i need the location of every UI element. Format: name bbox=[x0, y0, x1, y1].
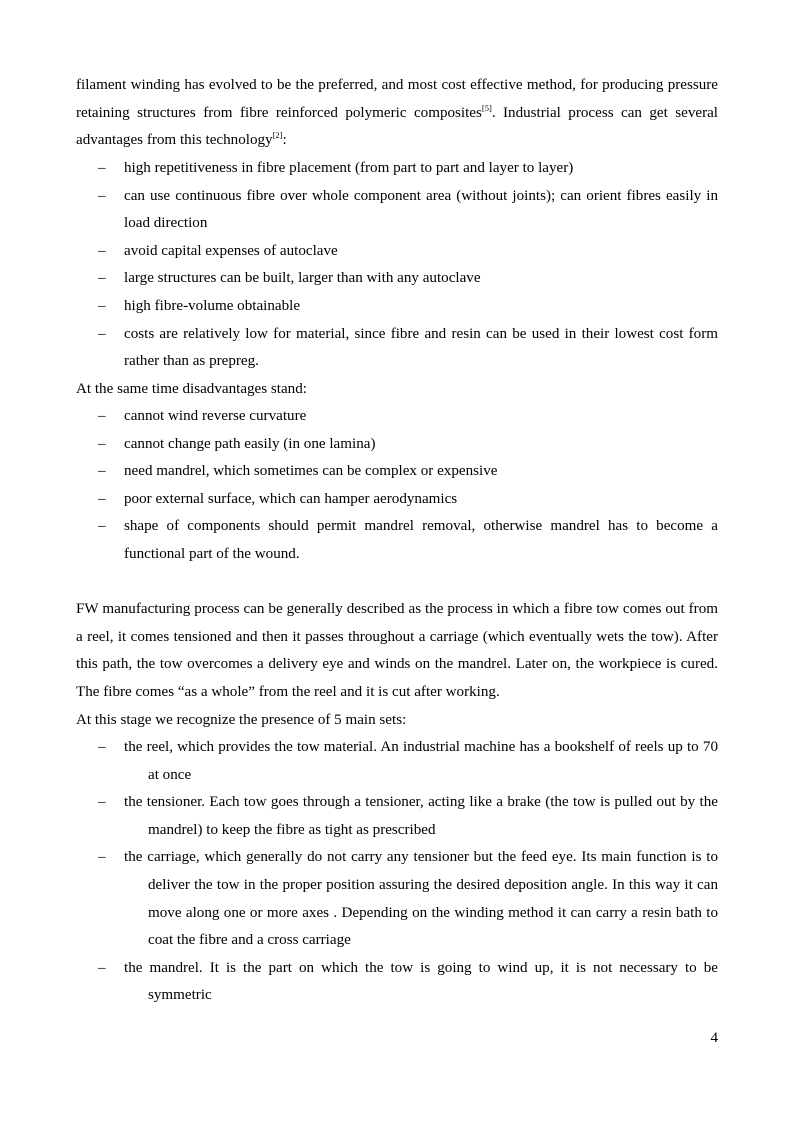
list-item: – avoid capital expenses of autoclave bbox=[76, 238, 718, 266]
dash-bullet: – bbox=[98, 849, 106, 866]
dash-bullet: – bbox=[98, 435, 106, 452]
list-item: – high repetitiveness in fibre placement (from part to part and layer to layer) bbox=[76, 155, 718, 183]
list-item: – poor external surface, which can hamper aerodynamics bbox=[76, 486, 718, 514]
list-item: – costs are relatively low for material, since fibre and resin can be used in their lowest cost form rather than as prepreg. bbox=[76, 321, 718, 376]
list-item: – need mandrel, which sometimes can be complex or expensive bbox=[76, 458, 718, 486]
list-item: – can use continuous fibre over whole component area (without joints); can orient fibres easily in load direction bbox=[76, 183, 718, 238]
dash-bullet: – bbox=[98, 325, 106, 342]
list-item: – shape of components should permit mandrel removal, otherwise mandrel has to become a functional part of the wound. bbox=[76, 513, 718, 568]
dash-bullet: – bbox=[98, 270, 106, 287]
citation-5: [5] bbox=[481, 102, 492, 113]
intro-paragraph bbox=[76, 72, 718, 155]
intro-text-1: filament winding has evolved to be the preferred, and most cost effective method, for producing pressure retaining structures from fibre reinforced polymeric composites bbox=[76, 77, 718, 121]
disadvantages-list bbox=[76, 403, 718, 569]
dash-bullet: – bbox=[98, 297, 106, 314]
dash-bullet: – bbox=[98, 408, 106, 424]
dash-bullet: – bbox=[98, 187, 106, 204]
page-number: 4 bbox=[710, 1030, 718, 1046]
list-item: – the mandrel. It is the part on which the tow is going to wind up, it is not necessary to be symmetric bbox=[76, 955, 718, 1010]
dash-bullet: – bbox=[98, 490, 106, 507]
dash-bullet: – bbox=[98, 518, 106, 535]
list-item: – the reel, which provides the tow material. An industrial machine has a bookshelf of reels up to 70 at once bbox=[76, 734, 718, 789]
dash-bullet: – bbox=[98, 160, 106, 176]
list-item: – the tensioner. Each tow goes through a tensioner, acting like a brake (the tow is pulled out by the mandrel) to keep the fibre as tight as prescribed bbox=[76, 789, 718, 844]
dash-bullet: – bbox=[98, 794, 106, 811]
disadvantages-heading: At the same time disadvantages stand: bbox=[76, 381, 307, 397]
list-item: – cannot change path easily (in one lamina) bbox=[76, 431, 718, 459]
dash-bullet: – bbox=[98, 739, 106, 755]
list-item: – the carriage, which generally do not carry any tensioner but the feed eye. Its main function is to deliver the tow in the proper position assuring the desired deposition angle. In this way it can move along one or more axes . Depending on the winding method it can carry a resin bath to coat the fibre and a cross carriage bbox=[76, 844, 718, 954]
dash-bullet: – bbox=[98, 959, 106, 976]
list-item: – high fibre-volume obtainable bbox=[76, 293, 718, 321]
dash-bullet: – bbox=[98, 242, 106, 259]
intro-text-2: . Industrial process can get several advantages from this technology bbox=[76, 104, 718, 149]
advantages-list bbox=[76, 155, 718, 376]
list-item: – large structures can be built, larger than with any autoclave bbox=[76, 265, 718, 293]
process-paragraph: FW manufacturing process can be generally described as the process in which a fibre tow comes out from a reel, it comes tensioned and then it passes throughout a carriage (which eventually wets the tow). After this path, the tow overcomes a delivery eye and winds on the mandrel. Later on, the workpiece is cured. The fibre comes “as a whole” from the reel and it is cut after working. bbox=[76, 601, 718, 700]
citation-2: [2] bbox=[272, 130, 283, 141]
sets-list bbox=[76, 734, 718, 1010]
intro-text-3: : bbox=[282, 132, 287, 149]
sets-heading: At this stage we recognize the presence of 5 main sets: bbox=[76, 712, 407, 728]
dash-bullet: – bbox=[98, 463, 106, 480]
list-item: – cannot wind reverse curvature bbox=[76, 403, 718, 431]
